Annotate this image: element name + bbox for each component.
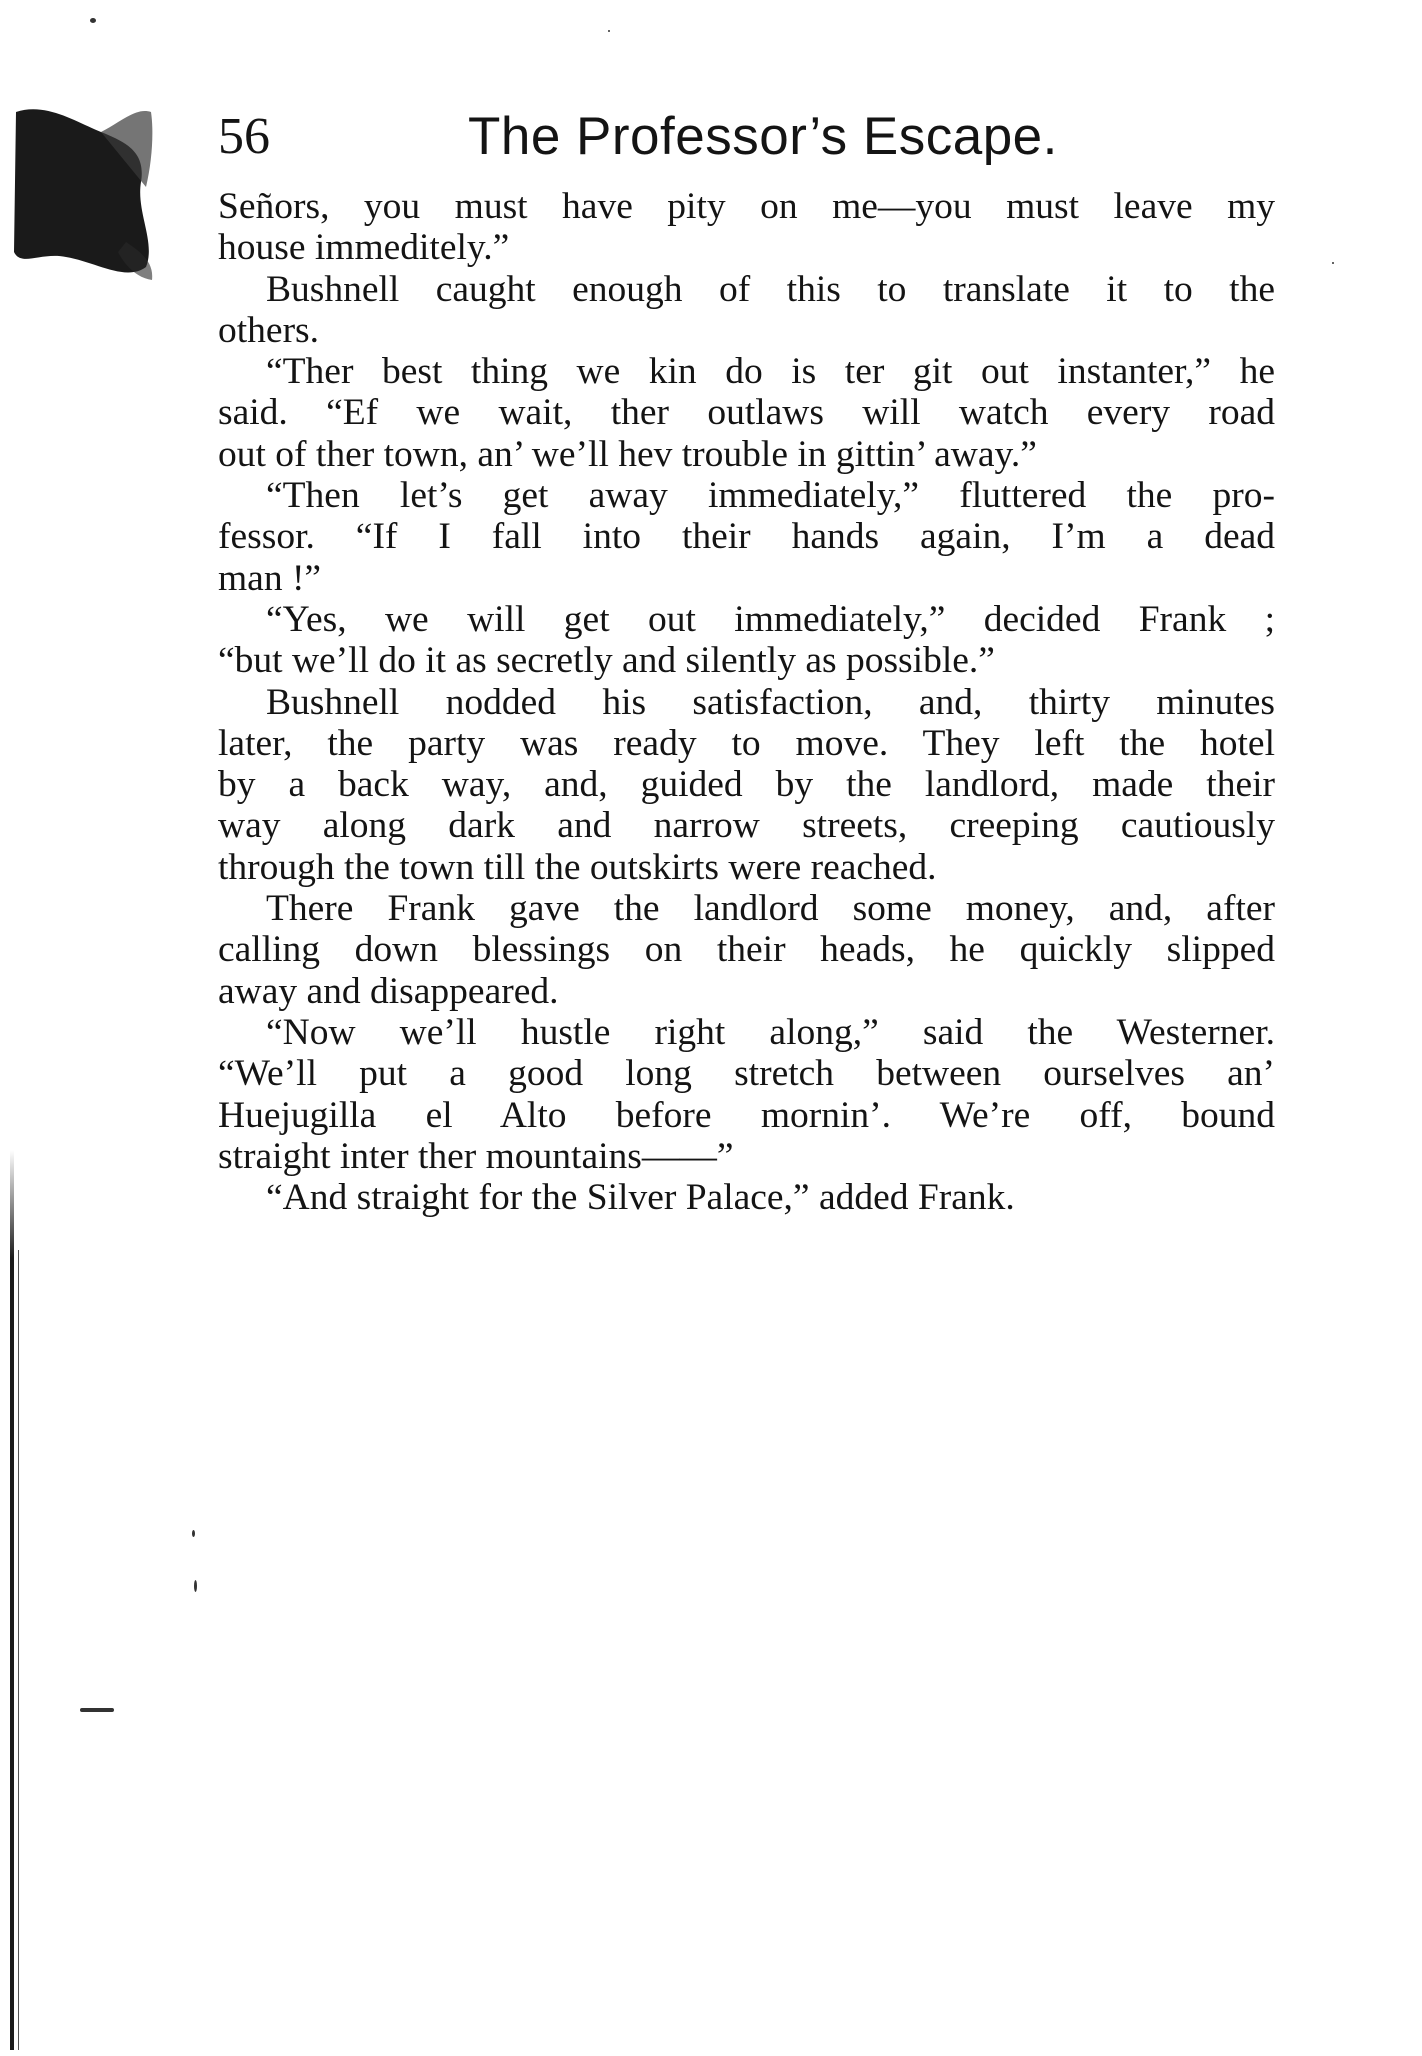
text-line: away and disappeared. xyxy=(218,970,559,1012)
scan-speck xyxy=(90,18,96,23)
text-line: straight inter ther mountains——” xyxy=(218,1135,734,1177)
running-title: The Professor’s Escape. xyxy=(468,107,1058,166)
text-line: Señors, you must have pity on me—you must leave my xyxy=(218,186,1275,227)
running-head xyxy=(218,104,1278,170)
text-line: through the town till the outskirts were reached. xyxy=(218,846,937,888)
text-line: said. “Ef we wait, ther outlaws will watch every road xyxy=(218,392,1275,434)
text-line: “Ther best thing we kin do is ter git out instanter,” he xyxy=(266,351,1275,393)
text-line: way along dark and narrow streets, creeping cautiously xyxy=(218,805,1275,847)
text-line: “And straight for the Silver Palace,” added Frank. xyxy=(266,1177,1015,1219)
text-line: by a back way, and, guided by the landlord, made their xyxy=(218,764,1275,806)
text-line: others. xyxy=(218,309,320,351)
scan-edge-line xyxy=(10,1150,14,2050)
text-line: Bushnell caught enough of this to translate it to the xyxy=(266,268,1275,310)
text-line: out of ther town, an’ we’ll hev trouble in gittin’ away.” xyxy=(218,433,1037,475)
scan-speck xyxy=(1332,262,1334,264)
scan-speck xyxy=(194,1580,197,1592)
text-line: There Frank gave the landlord some money, and, after xyxy=(266,888,1275,930)
body-text xyxy=(218,186,1275,1218)
text-line: “Now we’ll hustle right along,” said the Westerner. xyxy=(266,1011,1275,1053)
text-line: “Yes, we will get out immediately,” decided Frank ; xyxy=(266,598,1275,640)
scan-speck xyxy=(608,30,610,32)
scan-speck xyxy=(192,1530,195,1537)
text-line: later, the party was ready to move. They left the hotel xyxy=(218,722,1275,764)
page-number: 56 xyxy=(218,108,270,165)
text-line: man !” xyxy=(218,557,322,599)
text-line: Huejugilla el Alto before mornin’. We’re off, bound xyxy=(218,1094,1275,1136)
scan-edge-line-thin xyxy=(18,1250,19,2050)
text-line: Bushnell nodded his satisfaction, and, thirty minutes xyxy=(266,681,1275,723)
text-line: “We’ll put a good long stretch between ourselves an’ xyxy=(218,1053,1275,1095)
text-line: fessor. “If I fall into their hands again, I’m a dead xyxy=(218,516,1275,558)
scan-smudge xyxy=(6,92,156,282)
text-line: “but we’ll do it as secretly and silently as possible.” xyxy=(218,640,995,682)
text-line: calling down blessings on their heads, he quickly slipped xyxy=(218,929,1275,971)
text-line: “Then let’s get away immediately,” fluttered the pro- xyxy=(266,475,1275,517)
scan-speck xyxy=(80,1708,114,1712)
text-line: house immeditely.” xyxy=(218,227,510,269)
